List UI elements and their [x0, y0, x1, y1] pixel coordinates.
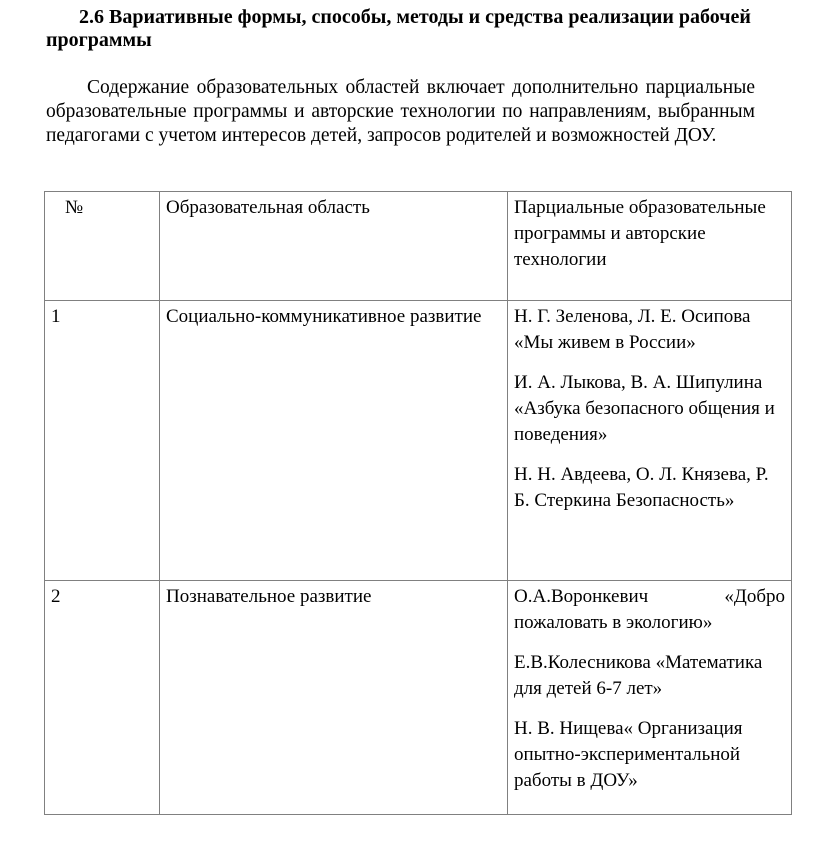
programs-table [44, 191, 792, 815]
row-number: 2 [45, 581, 160, 815]
table-row [45, 301, 792, 581]
row-area: Социально-коммуникативное развитие [160, 301, 508, 581]
header-area: Образовательная область [160, 192, 508, 301]
section-heading: 2.6 Вариативные формы, способы, методы и средства реализации рабочей программы [46, 6, 751, 51]
header-number: № [45, 192, 160, 301]
program-entry: И. А. Лыкова, В. А. Шипулина «Азбука безопасного общения и поведения» [514, 372, 775, 445]
program-entry-line: пожаловать в экологию» [514, 612, 713, 633]
program-entry: Н. Н. Авдеева, О. Л. Князева, Р. Б. Стеркина Безопасность» [514, 464, 769, 511]
row-programs [508, 581, 792, 815]
program-entry: Н. В. Нищева« Организация опытно-экспериментальной работы в ДОУ» [514, 718, 743, 791]
program-entry-line: О.А.Воронкевич «Добро [514, 586, 785, 607]
table-row [45, 581, 792, 815]
intro-paragraph: Содержание образовательных областей включает дополнительно парциальные образовательные программы и авторские технологии по направлениям, выбранным педагогами с учетом интересов детей, запросов родителей и возможностей ДОУ. [46, 77, 755, 146]
program-entry [514, 584, 785, 636]
header-programs: Парциальные образовательные программы и авторские технологии [508, 192, 792, 301]
program-entry: Е.В.Колесникова «Математика для детей 6-7 лет» [514, 652, 763, 699]
program-entry: Н. Г. Зеленова, Л. Е. Осипова «Мы живем в России» [514, 306, 751, 353]
table-header-row [45, 192, 792, 301]
row-number: 1 [45, 301, 160, 581]
row-area: Познавательное развитие [160, 581, 508, 815]
row-programs [508, 301, 792, 581]
